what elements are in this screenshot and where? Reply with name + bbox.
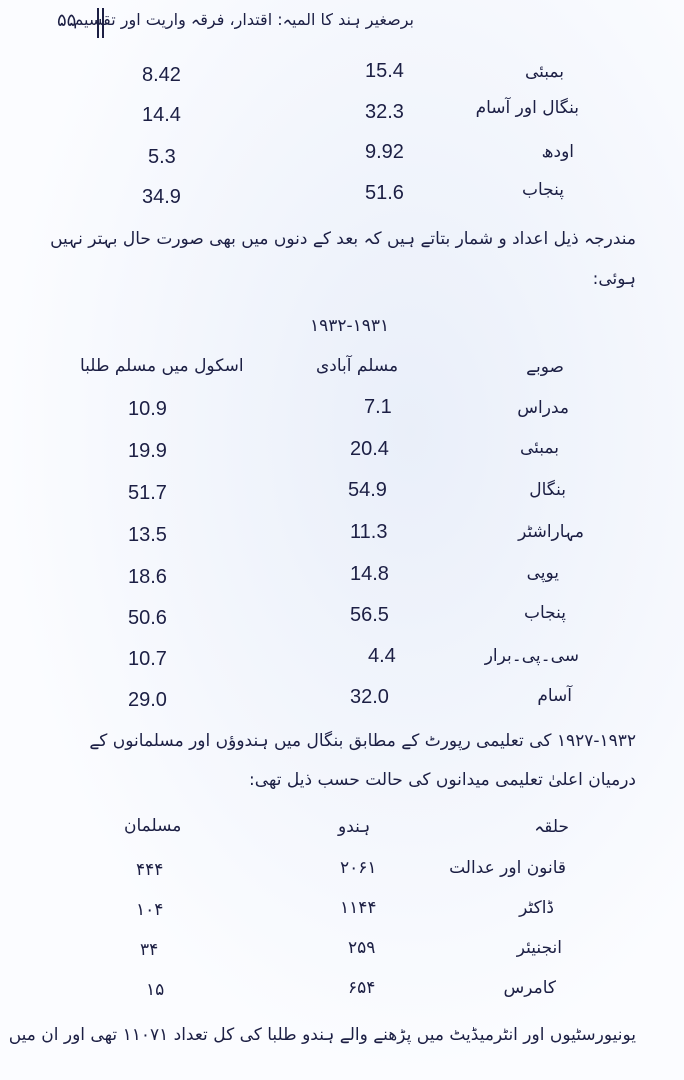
table3-header-muslim: مسلمان: [124, 816, 182, 836]
table2-row-students: 18.6: [128, 566, 167, 588]
table2-row-population: 7.1: [364, 396, 392, 418]
table2-row-population: 54.9: [348, 479, 387, 501]
table1-row-label: اودھ: [541, 142, 574, 162]
table2-row-students: 19.9: [128, 440, 167, 462]
table2-row-label: بمبئی: [520, 438, 559, 458]
table2-row-label: مدراس: [517, 398, 569, 418]
table2-row-label: آسام: [537, 686, 572, 706]
table3-row-hindu: ۲۰۶۱: [340, 858, 377, 878]
table2-row-population: 56.5: [350, 604, 389, 626]
table1-row-label: بمبئی: [525, 62, 564, 82]
table2-row-students: 10.7: [128, 648, 167, 670]
table2-row-population: 14.8: [350, 563, 389, 585]
table1-row-col1: 51.6: [365, 182, 404, 204]
table2-row-population: 4.4: [368, 645, 396, 667]
table3-header-field: حلقہ: [534, 817, 569, 837]
paragraph-line: ۱۹۲۷-۱۹۳۲ کی تعلیمی رپورٹ کے مطابق بنگال میں ہندوؤں اور مسلمانوں کے: [89, 731, 636, 751]
paragraph-line: ہوئی:: [592, 269, 636, 289]
paragraph-line: درمیان اعلیٰ تعلیمی میدانوں کی حالت حسب ذیل تھی:: [249, 770, 636, 790]
table2-year-heading: ۱۹۳۲-۱۹۳۱: [310, 316, 390, 336]
table2-header-students: اسکول میں مسلم طلبا: [80, 356, 244, 376]
table2-row-population: 32.0: [350, 686, 389, 708]
table2-row-population: 11.3: [350, 521, 388, 543]
table3-row-hindu: ۶۵۴: [348, 978, 376, 998]
table1-row-col2: 5.3: [148, 146, 176, 168]
paragraph-line: مندرجہ ذیل اعداد و شمار بتاتے ہیں کہ بعد کے دنوں میں بھی صورت حال بہتر نہیں: [50, 229, 636, 249]
table2-header-province: صوبے: [526, 357, 564, 377]
table1-row-col1: 32.3: [365, 101, 404, 123]
table1-row-col2: 8.42: [142, 64, 181, 86]
table3-row-muslim: ۳۴: [140, 940, 159, 960]
table3-row-label: کامرس: [503, 978, 556, 998]
table3-row-hindu: ۲۵۹: [348, 938, 376, 958]
table2-row-population: 20.4: [350, 438, 389, 460]
table2-row-label: یوپی: [526, 563, 559, 583]
table2-row-students: 13.5: [128, 524, 167, 546]
table2-row-students: 10.9: [128, 398, 167, 420]
table2-row-label: پنجاب: [523, 603, 566, 623]
table2-row-label: سی۔پی۔برار: [484, 646, 579, 666]
table3-header-hindu: ہندو: [338, 817, 371, 837]
table3-row-label: انجنیئر: [516, 938, 562, 958]
table1-row-label: بنگال اور آسام: [475, 98, 579, 118]
table1-row-label: پنجاب: [521, 180, 564, 200]
paragraph-line: یونیورسٹیوں اور انٹرمیڈیٹ میں پڑھنے والے ہندو طلبا کی کل تعداد ۱۱۰۷۱ تھی اور ان میں: [8, 1025, 636, 1045]
table1-row-col1: 15.4: [365, 60, 404, 82]
table2-row-students: 29.0: [128, 689, 167, 711]
table1-row-col2: 34.9: [142, 186, 181, 208]
table3-row-muslim: ۱۵: [146, 980, 165, 1000]
table1-row-col1: 9.92: [365, 141, 404, 163]
table2-header-population: مسلم آبادی: [316, 356, 399, 376]
table3-row-muslim: ۱۰۴: [136, 900, 164, 920]
table2-row-students: 50.6: [128, 607, 167, 629]
table2-row-students: 51.7: [128, 482, 167, 504]
table2-row-label: مہاراشٹر: [518, 522, 584, 542]
table3-row-label: ڈاکٹر: [519, 898, 554, 918]
table3-row-label: قانون اور عدالت: [449, 858, 566, 878]
page-number: ۵۵: [57, 10, 77, 31]
table3-row-hindu: ۱۱۴۴: [340, 898, 377, 918]
table1-row-col2: 14.4: [142, 104, 181, 126]
running-header-title: برصغیر ہند کا المیہ: اقتدار، فرقہ واریت اور تقسیم: [73, 10, 414, 29]
table3-row-muslim: ۴۴۴: [136, 860, 164, 880]
table2-row-label: بنگال: [529, 480, 566, 500]
